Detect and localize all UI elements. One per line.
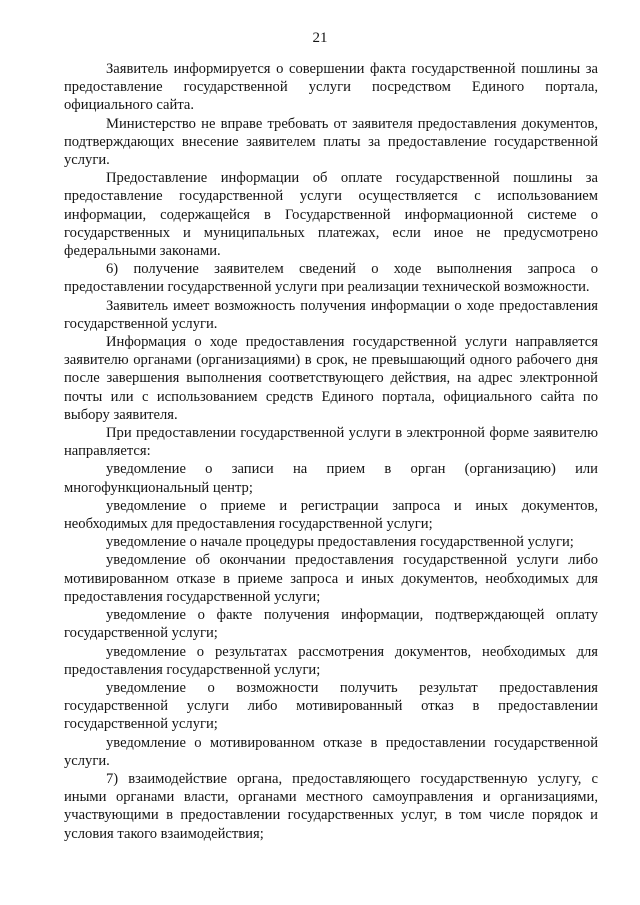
paragraph: Информация о ходе предоставления государственной услуги направляется заявителю органами (организациями) в срок, не превышающий одного рабочего дня после завершения выполнения соответствующего действия, на адрес электронной почты или с использованием средств Единого портала, официального сайта по выбору заявителя. [64,334,598,423]
list-item: уведомление о мотивированном отказе в предоставлении государственной услуги. [64,734,598,769]
list-item: уведомление об окончании предоставления государственной услуги либо мотивированном отказе в приеме запроса и иных документов, необходимых для предоставления государственной услуги; [64,552,598,605]
list-item: уведомление о приеме и регистрации запроса и иных документов, необходимых для предоставления государственной услуги; [64,497,598,533]
paragraph: Заявитель имеет возможность получения информации о ходе предоставления государственной услуги. [64,297,598,332]
body-text [64,60,598,843]
list-item: уведомление о начале процедуры предоставления государственной услуги; [106,534,574,551]
paragraph: Министерство не вправе требовать от заявителя предоставления документов, подтверждающих внесение заявителем платы за предоставление государственной услуги. [64,115,598,169]
paragraph: Предоставление информации об оплате государственной пошлины за предоставление государственной услуги осуществляется с использованием информации, содержащейся в Государственной информационной системе о государственных и муниципальных платежах, если иное не предусмотрено федеральными законами. [64,170,598,260]
paragraph: При предоставлении государственной услуги в электронной форме заявителю направляется: [64,425,598,460]
list-item: уведомление о результатах рассмотрения документов, необходимых для предоставления государственной услуги; [64,643,598,678]
paragraph: 6) получение заявителем сведений о ходе выполнения запроса о предоставлении государственной услуги при реализации технической возможности. [64,261,598,296]
paragraph: 7) взаимодействие органа, предоставляющего государственную услугу, с иными органами власти, органами местного самоуправления и организациями, участвующими в предоставлении государственных услуг, в том числе порядок и условия такого взаимодействия; [64,770,598,842]
paragraph: Заявитель информируется о совершении факта государственной пошлины за предоставление государственной услуги посредством Единого портала, официального сайта. [64,61,598,114]
list-item: уведомление о факте получения информации, подтверждающей оплату государственной услуги; [64,607,598,642]
page-number: 21 [312,30,328,46]
list-item: уведомление о возможности получить результат предоставления государственной услуги либо мотивированный отказ в предоставлении государственной услуги; [64,679,598,733]
list-item: уведомление о записи на прием в орган (организацию) или многофункциональный центр; [64,461,598,496]
